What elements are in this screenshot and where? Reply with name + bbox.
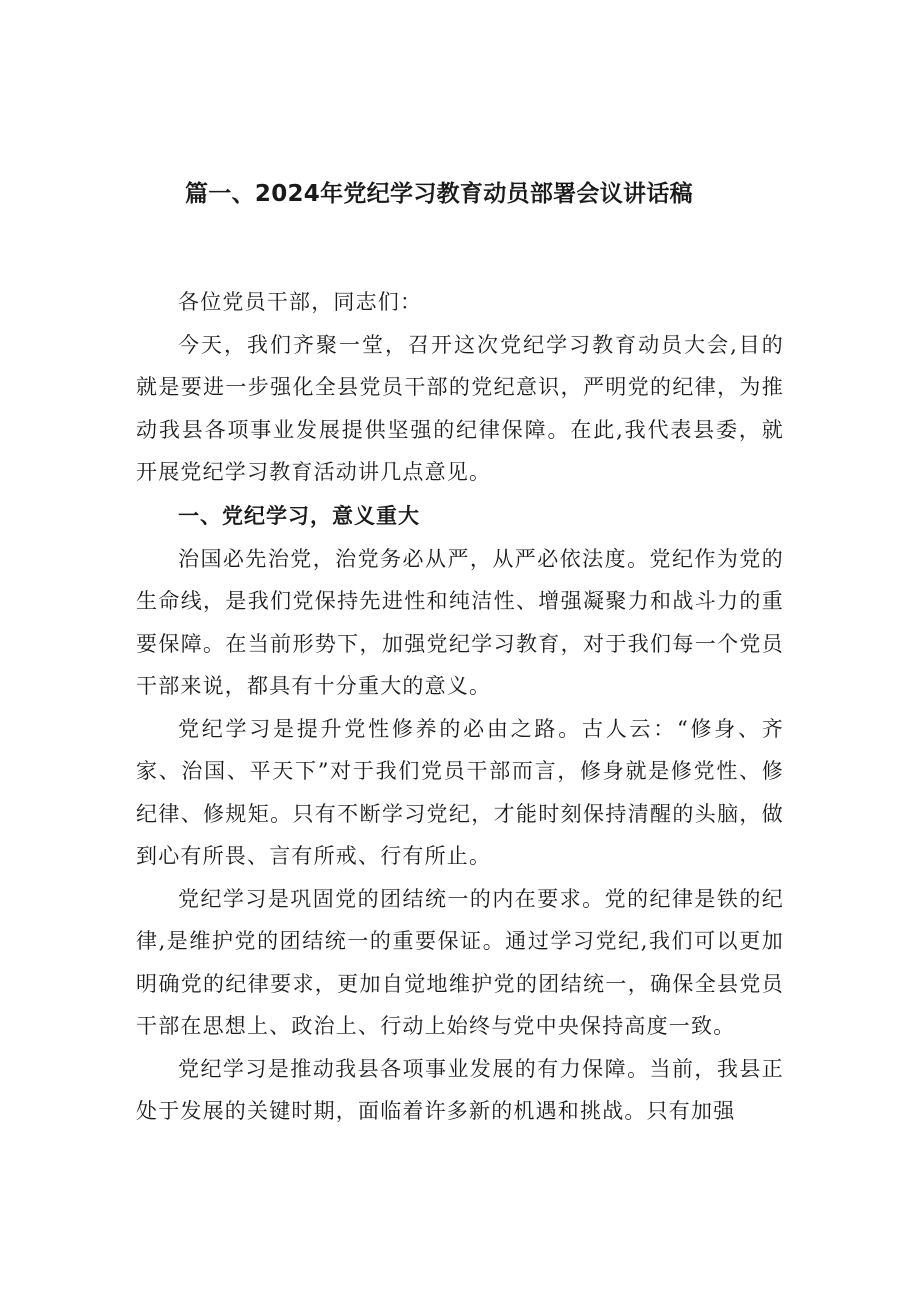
salutation: 各位党员干部，同志们： — [178, 290, 423, 314]
section-1-paragraph-3: 党纪学习是巩固党的团结统一的内在要求。党的纪律是铁的纪律,是维护党的团结统一的重要保证。通过学习党纪,我们可以更加明确党的纪律要求，更加自觉地维护党的团结统一，确保全县党员干部在思想上、政治上、行动上始终与党中央保持高度一致。 — [136, 886, 784, 1038]
document-title: 篇一、2024年党纪学习教育动员部署会议讲话稿 — [185, 181, 693, 207]
section-1-paragraph-2: 党纪学习是提升党性修养的必由之路。古人云：“修身、齐家、治国、平天下”对于我们党员干部而言，修身就是修党性、修纪律、修规矩。只有不断学习党纪，才能时刻保持清醒的头脑，做到心有所畏、言有所戒、行有所止。 — [136, 716, 784, 868]
opening-paragraph: 今天，我们齐聚一堂，召开这次党纪学习教育动员大会,目的就是要进一步强化全县党员干部的党纪意识，严明党的纪律，为推动我县各项事业发展提供坚强的纪律保障。在此,我代表县委，就开展党纪学习教育活动讲几点意见。 — [136, 332, 784, 484]
document-body — [136, 281, 784, 1133]
section-1-paragraph-1: 治国必先治党，治党务必从严，从严必依法度。党纪作为党的生命线，是我们党保持先进性和纯洁性、增强凝聚力和战斗力的重要保障。在当前形势下，加强党纪学习教育，对于我们每一个党员干部来说，都具有十分重大的意义。 — [136, 546, 784, 698]
section-1-paragraph-4: 党纪学习是推动我县各项事业发展的有力保障。当前，我县正处于发展的关键时期，面临着许多新的机遇和挑战。只有加强 — [136, 1056, 784, 1123]
section-heading-1: 一、党纪学习，意义重大 — [178, 503, 420, 528]
